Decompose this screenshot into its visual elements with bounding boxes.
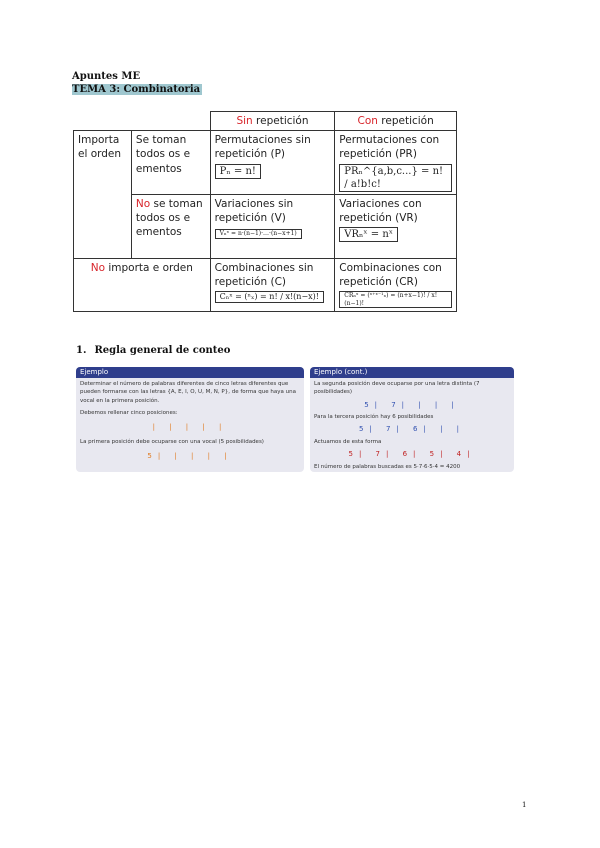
column-header-con: Con repetición bbox=[335, 112, 457, 131]
example-right-slots-3: 5| 7| 6| 5| 4| bbox=[348, 450, 476, 458]
example-left-text-3: La primera posición debe ocuparse con una vocal (5 posibilidades) bbox=[80, 438, 264, 445]
example-right-text-1: La segunda posición deve ocuparse por una letra distinta (7 posibilidades) bbox=[314, 381, 480, 396]
var-con-title: Variaciones con repetición (VR) bbox=[339, 197, 422, 224]
sublabel-todos: Se toman todos os e ementos bbox=[131, 131, 210, 194]
column-header-sin: Sin repetición bbox=[210, 112, 335, 131]
cell-permutaciones-sin bbox=[210, 131, 335, 194]
cell-variaciones-sin bbox=[210, 194, 335, 258]
cell-combinaciones-con bbox=[335, 258, 457, 311]
comb-sin-formula: Cₙˣ = (ⁿₓ) = n! / x!(n−x)! bbox=[215, 291, 324, 303]
cell-permutaciones-con bbox=[335, 131, 457, 194]
comb-con-formula: CRₙˣ = (ⁿ⁺ˣ⁻¹ₓ) = (n+x−1)! / x!(n−1)! bbox=[339, 291, 452, 309]
perm-sin-title: Permutaciones sin repetición (P) bbox=[214, 134, 311, 161]
var-sin-title: Variaciones sin repetición (V) bbox=[214, 197, 294, 224]
example-right-slots-1: 5| 7| | | | bbox=[364, 400, 460, 409]
example-right-text-2: Para la tercera posición hay 6 posibilidades bbox=[314, 414, 434, 420]
perm-con-title: Permutaciones con repetición (PR) bbox=[339, 134, 440, 161]
empty-corner bbox=[74, 112, 211, 131]
example-left-text-2: Debemos rellenar cinco posiciones: bbox=[80, 409, 178, 416]
sublabel-no-todos: No se toman todos os e ementos bbox=[131, 194, 210, 258]
page-number: 1 bbox=[522, 801, 527, 809]
example-box-left-header: Ejemplo bbox=[76, 367, 304, 378]
cell-variaciones-con bbox=[335, 194, 457, 258]
perm-con-formula: PRₙ^{a,b,c...} = n! / a!b!c! bbox=[339, 164, 452, 192]
cell-combinaciones-sin bbox=[210, 258, 335, 311]
example-left-text-1: Determinar el número de palabras diferentes de cinco letras diferentes que pueden formarse con las letras {A, E, I, O, U, M, N, P}, de forma que haya una vocal en la primera posición. bbox=[80, 381, 296, 404]
perm-sin-formula: Pₙ = n! bbox=[215, 164, 261, 179]
var-con-formula: VRₙˣ = nˣ bbox=[339, 227, 398, 242]
var-sin-formula: Vₙˣ = n·(n−1)·…·(n−x+1) bbox=[215, 229, 302, 239]
example-box-right bbox=[310, 367, 514, 472]
row-label-no-importa-orden: No importa e orden bbox=[74, 258, 211, 311]
combinatorics-table bbox=[73, 111, 457, 312]
example-box-right-header: Ejemplo (cont.) bbox=[310, 367, 514, 378]
section-heading bbox=[76, 345, 230, 356]
document-course-title: Apuntes ME bbox=[72, 71, 141, 82]
row-label-importa-orden: Importa el orden bbox=[74, 131, 132, 258]
example-box-left bbox=[76, 367, 304, 472]
example-left-slots-1: | | | | | bbox=[152, 423, 228, 431]
example-right-text-3: Actuamos de esta forma bbox=[314, 438, 382, 445]
comb-con-title: Combinaciones con repetición (CR) bbox=[339, 261, 442, 288]
section-title: Regla general de conteo bbox=[94, 345, 231, 356]
comb-sin-title: Combinaciones sin repetición (C) bbox=[214, 261, 314, 288]
example-left-slots-2: 5| | | | | bbox=[147, 451, 233, 460]
section-number: 1. bbox=[76, 345, 87, 356]
document-topic-title: TEMA 3: Combinatoria bbox=[72, 84, 201, 95]
example-right-text-4: El número de palabras buscadas es 5·7·6·5·4 = 4200 bbox=[314, 463, 461, 470]
example-right-slots-2: 5| 7| 6| | | bbox=[358, 425, 466, 434]
